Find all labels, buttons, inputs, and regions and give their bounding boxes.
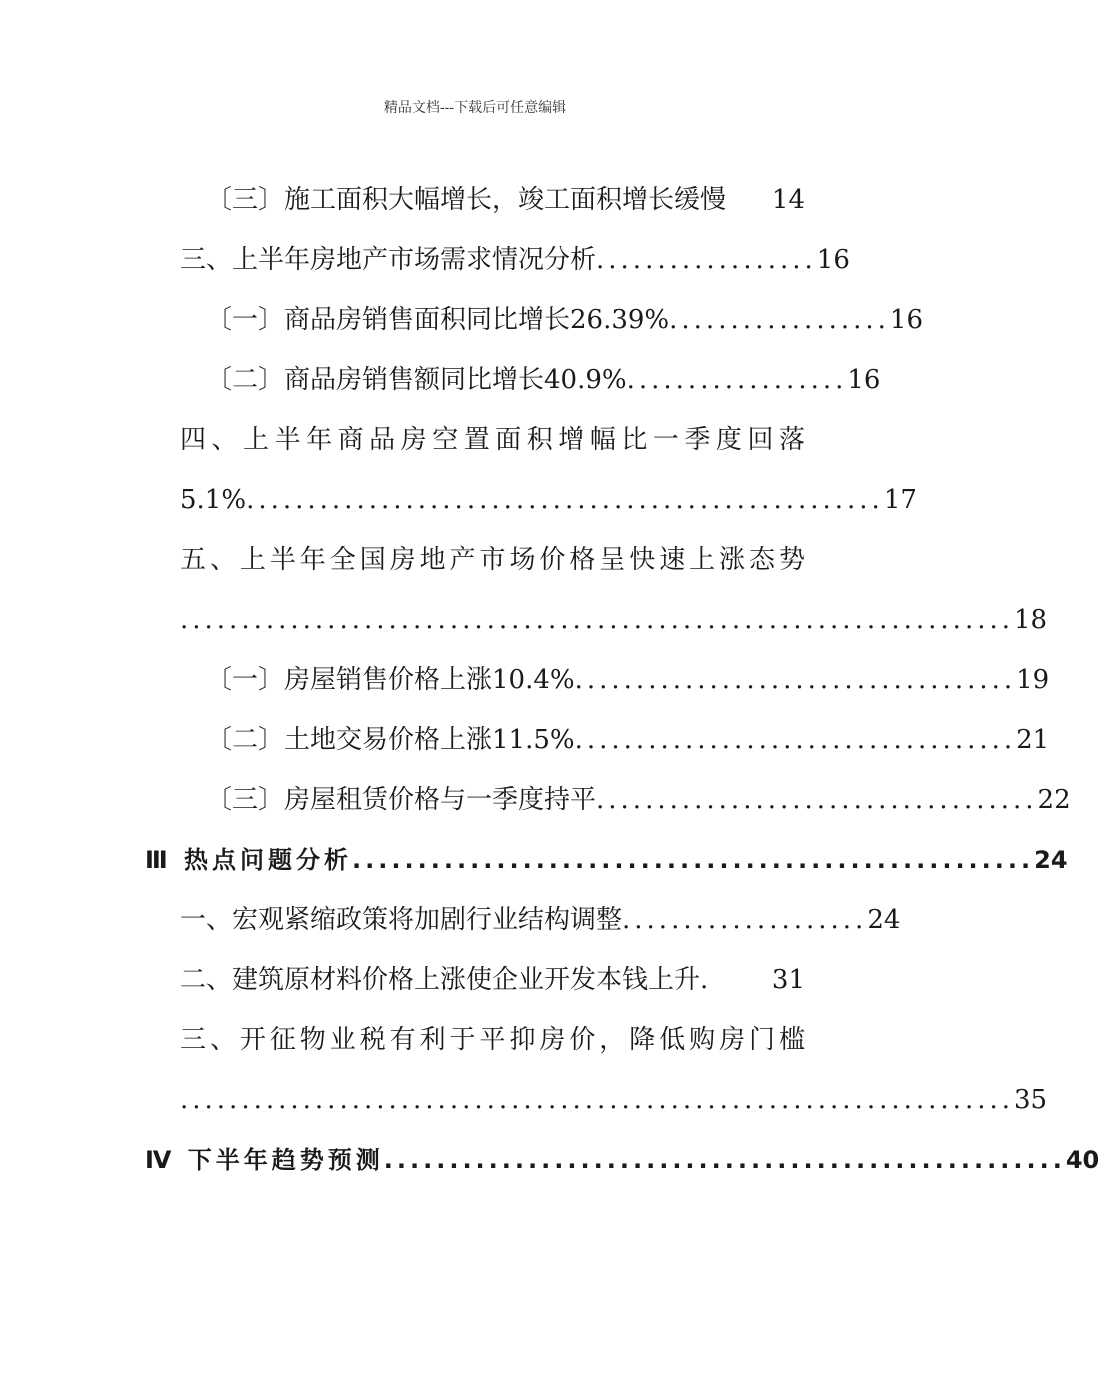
page-header: 精品文档---下载后可任意编辑 <box>383 100 567 116</box>
toc-entry-page: 24 <box>867 905 901 935</box>
toc-entry[interactable] <box>180 950 805 1010</box>
toc-entry-leader: . <box>700 965 713 995</box>
toc-entry[interactable] <box>180 530 805 590</box>
toc-entry-leader <box>726 170 772 230</box>
toc-entry-title: 〔二〕商品房销售额同比增长40.9% <box>206 365 627 395</box>
toc-entry-leader: .................................................................... <box>180 605 1014 635</box>
toc-entry[interactable] <box>206 350 881 410</box>
toc-entry-title: 〔二〕土地交易价格上涨11.5% <box>206 725 575 755</box>
toc-entry[interactable] <box>206 290 923 350</box>
toc-entry[interactable] <box>180 470 917 530</box>
toc-entry[interactable] <box>180 1010 805 1070</box>
toc-entry-chapter[interactable] <box>145 830 1068 890</box>
toc-entry-title: 四、上半年商品房空置面积增幅比一季度回落 <box>180 425 805 455</box>
toc-entry[interactable] <box>206 170 805 230</box>
toc-entry-page: 17 <box>883 485 917 515</box>
toc-entry-title: 五、上半年全国房地产市场价格呈快速上涨态势 <box>180 545 805 575</box>
toc-entry-leader: .................................... <box>574 665 1017 695</box>
toc-entry-leader: .................................... <box>574 725 1017 755</box>
toc-entry-title: 三、上半年房地产市场需求情况分析 <box>180 245 597 275</box>
toc-entry[interactable] <box>180 410 805 470</box>
toc-entry[interactable] <box>180 1070 1048 1130</box>
toc-entry-leader: .................................................... <box>383 1146 1066 1174</box>
toc-entry-leader: .................................................................... <box>180 1085 1014 1115</box>
toc-entry[interactable] <box>180 890 901 950</box>
toc-entry-leader: .................................... <box>596 785 1038 815</box>
toc-entry-leader: .................... <box>622 905 868 935</box>
toc-entry-page: 35 <box>1014 1085 1048 1115</box>
toc-entry[interactable] <box>206 650 1050 710</box>
toc-entry-page: 21 <box>1016 725 1050 755</box>
toc-entry-title: 三、开征物业税有利于平抑房价，降低购房门槛 <box>180 1025 805 1055</box>
toc-entry-page: 31 <box>771 965 805 995</box>
toc-entry-page: 19 <box>1016 665 1050 695</box>
toc-entry-leader: .................. <box>626 365 848 395</box>
toc-entry-leader: .................................................... <box>352 846 1035 874</box>
toc-entry-page: 40 <box>1065 1146 1099 1174</box>
toc-entry-title: 一、宏观紧缩政策将加剧行业结构调整 <box>180 905 623 935</box>
toc-entry-title: 〔一〕房屋销售价格上涨10.4% <box>206 665 575 695</box>
toc-entry-title: 〔三〕施工面积大幅增长，竣工面积增长缓慢 <box>206 185 727 215</box>
toc-entry-title: 二、建筑原材料价格上涨使企业开发本钱上升 <box>180 965 701 995</box>
toc-entry-page: 22 <box>1037 785 1071 815</box>
toc-entry-leader: .................. <box>596 245 817 275</box>
toc-entry[interactable] <box>180 230 850 290</box>
toc-entry-page: 16 <box>847 365 881 395</box>
toc-entry-page: 18 <box>1014 605 1048 635</box>
toc-entry-title: 〔一〕商品房销售面积同比增长26.39% <box>206 305 670 335</box>
toc-entry-title: Ⅳ 下半年趋势预测 <box>145 1146 384 1174</box>
toc-entry[interactable] <box>206 710 1050 770</box>
toc-entry-page: 24 <box>1034 846 1068 874</box>
toc-entry-page: 14 <box>771 185 805 215</box>
toc-entry-title: 5.1% <box>180 485 247 515</box>
toc-entry-leader: .................................................... <box>246 485 884 515</box>
toc-entry-leader: .................. <box>669 305 890 335</box>
toc-entry-chapter[interactable] <box>145 1130 1099 1190</box>
toc-entry-title: 〔三〕房屋租赁价格与一季度持平 <box>206 785 597 815</box>
toc-entry-page: 16 <box>889 305 923 335</box>
toc-entry-title: Ⅲ 热点问题分析 <box>145 846 353 874</box>
toc-entry[interactable] <box>180 590 1048 650</box>
toc-entry-page: 16 <box>816 245 850 275</box>
toc-entry[interactable] <box>206 770 1071 830</box>
